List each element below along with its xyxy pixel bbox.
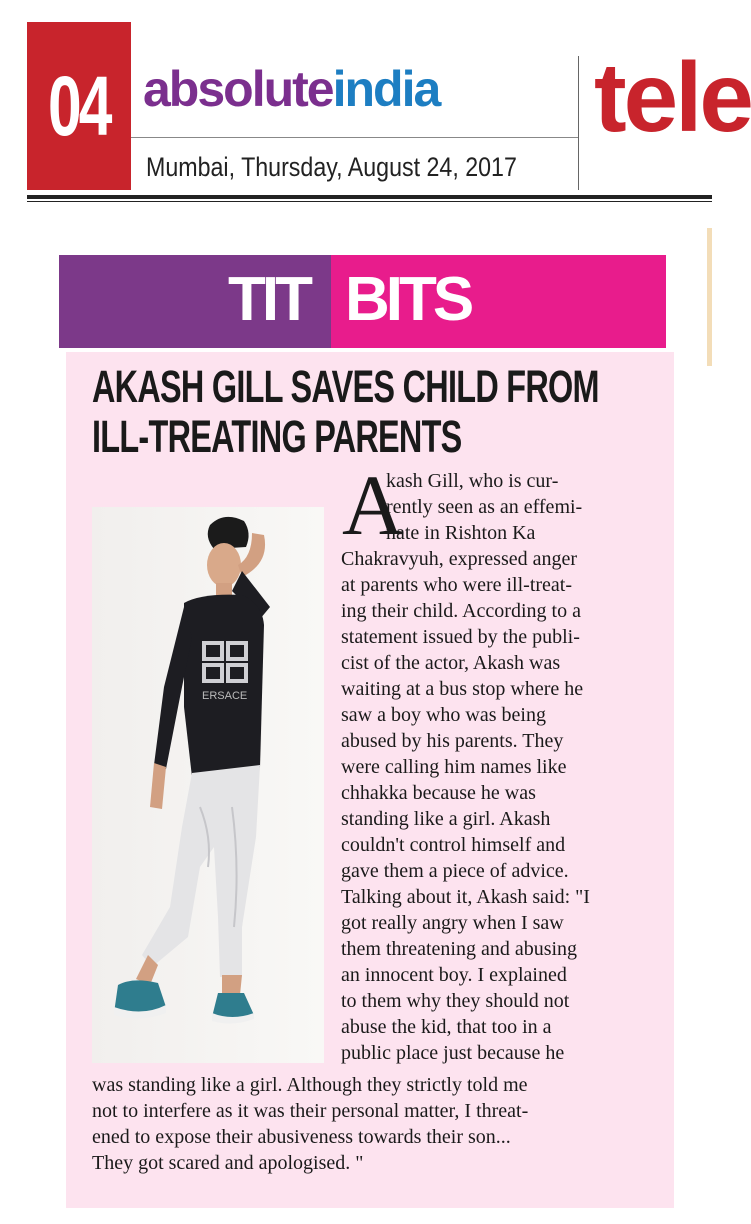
article-body-line: saw a boy who was being: [341, 704, 546, 726]
article-body-line: Chakravyuh, expressed anger: [341, 548, 578, 570]
article-body-line: kash Gill, who is cur-: [386, 470, 559, 492]
article-headline: AKASH GILL SAVES CHILD FROM ILL-TREATING PARENTS: [92, 361, 599, 462]
article-body-line: at parents who were ill-treat-: [341, 574, 573, 596]
article-body-line: abused by his parents. They: [341, 730, 564, 752]
article-body-line: ened to expose their abusiveness towards their son...: [92, 1126, 511, 1148]
masthead-rule: [27, 195, 712, 199]
article-body-line: gave them a piece of advice.: [341, 860, 569, 882]
adjacent-column-edge: [707, 228, 712, 366]
article-body-line: nate in Rishton Ka: [386, 522, 536, 544]
article-body-line: was standing like a girl. Although they strictly told me: [92, 1074, 528, 1096]
article-body-line: public place just because he: [341, 1042, 565, 1064]
article-body-line: not to interfere as it was their personal matter, I threat-: [92, 1100, 529, 1122]
article-body-line: waiting at a bus stop where he: [341, 678, 584, 700]
masthead-rule-thin: [27, 201, 712, 202]
article-body-line: were calling him names like: [341, 756, 567, 778]
article-body-line: couldn't control himself and: [341, 834, 566, 856]
dateline: Mumbai, Thursday, August 24, 2017: [146, 152, 517, 182]
article-body-line: to them why they should not: [341, 990, 570, 1012]
drop-cap: A: [342, 457, 405, 553]
article-body-line: chhakka because he was: [341, 782, 536, 804]
article-body-line: them threatening and abusing: [341, 938, 578, 960]
article-body-line: abuse the kid, that too in a: [341, 1016, 552, 1038]
brand-logo: absoluteindia: [143, 61, 440, 117]
article-body-line: ing their child. According to a: [341, 600, 581, 622]
actor-figure-illustration: [92, 507, 324, 1063]
article-body-line: They got scared and apologised. ": [92, 1152, 364, 1174]
article-body-line: statement issued by the publi-: [341, 626, 580, 648]
article-body-line: an innocent boy. I explained: [341, 964, 567, 986]
article-body-line: standing like a girl. Akash: [341, 808, 551, 830]
neighbor-masthead-fragment: tele: [594, 42, 751, 152]
page-number: 04: [27, 22, 131, 190]
section-banner-left: TIT: [59, 255, 331, 348]
masthead-divider: [578, 56, 579, 190]
section-banner-right: BITS: [331, 255, 666, 348]
article-body-line: cist of the actor, Akash was: [341, 652, 561, 674]
article-body-line: got really angry when I saw: [341, 912, 564, 934]
article-photo: [92, 507, 324, 1063]
svg-text:ERSACE: ERSACE: [202, 690, 248, 702]
brand-underline: [131, 137, 578, 138]
article-body-line: Talking about it, Akash said: "I: [341, 886, 590, 908]
article-body-line: rently seen as an effemi-: [386, 496, 583, 518]
